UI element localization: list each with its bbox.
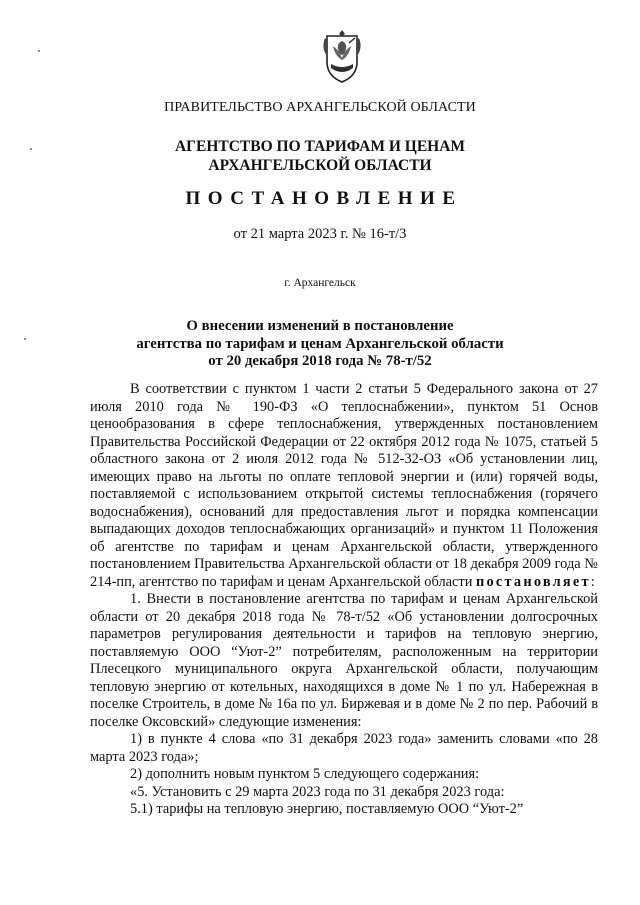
body-paragraph: 1) в пункте 4 слова «по 31 декабря 2023 года» заменить словами «по 28 марта 2023 года»; — [90, 731, 598, 765]
decree-colon: : — [590, 573, 595, 590]
document-subject — [0, 318, 640, 371]
scan-speck — [30, 148, 32, 150]
body-paragraph: 5.1) тарифы на тепловую энергию, поставляемую ООО “Уют-2” — [130, 801, 524, 817]
decree-verb: постановляет — [476, 573, 591, 590]
subject-line: агентства по тарифам и ценам Архангельской области — [136, 335, 504, 352]
document-city: г. Архангельск — [284, 277, 356, 289]
body-paragraph: 1. Внести в постановление агентства по тарифам и ценам Архангельской области от 20 декабря 2018 года № 78-т/52 «Об установлении долгосрочных параметров регулирования деятельности и тарифов на тепловую энергию, поставляемую ООО “Уют-2” потребителям, расположенным на территории Плесецкого муниципального округа Архангельской области, получающим тепловую энергию от котельных, находящихся в доме № 1 по ул. Набережная в поселке Строитель, в доме № 16а по ул. Биржевая и в доме № 2 по пер. Рабочий в поселке Оксовский» следующие изменения: — [90, 591, 598, 730]
document-date-number: от 21 марта 2023 г. № 16-т/3 — [233, 226, 407, 242]
body-paragraph: «5. Установить с 29 марта 2023 года по 31 декабря 2023 года: — [130, 783, 505, 800]
agency-title-line: АРХАНГЕЛЬСКОЙ ОБЛАСТИ — [208, 157, 432, 174]
agency-title-line: АГЕНТСТВО ПО ТАРИФАМ И ЦЕНАМ — [174, 138, 466, 155]
government-title: ПРАВИТЕЛЬСТВО АРХАНГЕЛЬСКОЙ ОБЛАСТИ — [164, 100, 476, 115]
document-type: ПОСТАНОВЛЕНИЕ — [185, 188, 463, 209]
scan-speck — [24, 338, 26, 340]
body-paragraph — [90, 381, 598, 591]
subject-line: от 20 декабря 2018 года № 78-т/52 — [208, 353, 432, 369]
body-paragraph: 2) дополнить новым пунктом 5 следующего содержания: — [130, 766, 480, 782]
coat-of-arms-emblem — [319, 28, 365, 84]
subject-line: О внесении изменений в постановление — [186, 318, 454, 334]
agency-title — [0, 137, 640, 175]
preamble-text: В соответствии с пунктом 1 части 2 статьи 5 Федерального закона от 27 июля 2010 года № 190-ФЗ «О теплоснабжении», пунктом 51 Основ ценообразования в сфере теплоснабжения, утвержденных постановлением Правительства Российской Федерации от 22 октября 2012 года № 1075, статьей 5 областного закона от 2 июля 2012 года № 512-32-ОЗ «Об установлении лиц, имеющих право на льготы по оплате тепловой энергии и (или) горячей воды, поставляемой с использованием открытой системы теплоснабжения (горячего водоснабжения), оснований для предоставления льгот и порядка компенсации выпадающих доходов теплоснабжающих организаций» и пунктом 11 Положения об агентстве по тарифам и ценам Архангельской области, утвержденного постановлением Правительства Архангельской области от 18 декабря 2009 года № 214-пп, агентство по тарифам и ценам Архангельской области — [90, 381, 598, 590]
document-body — [90, 381, 598, 819]
scan-speck — [38, 50, 40, 52]
